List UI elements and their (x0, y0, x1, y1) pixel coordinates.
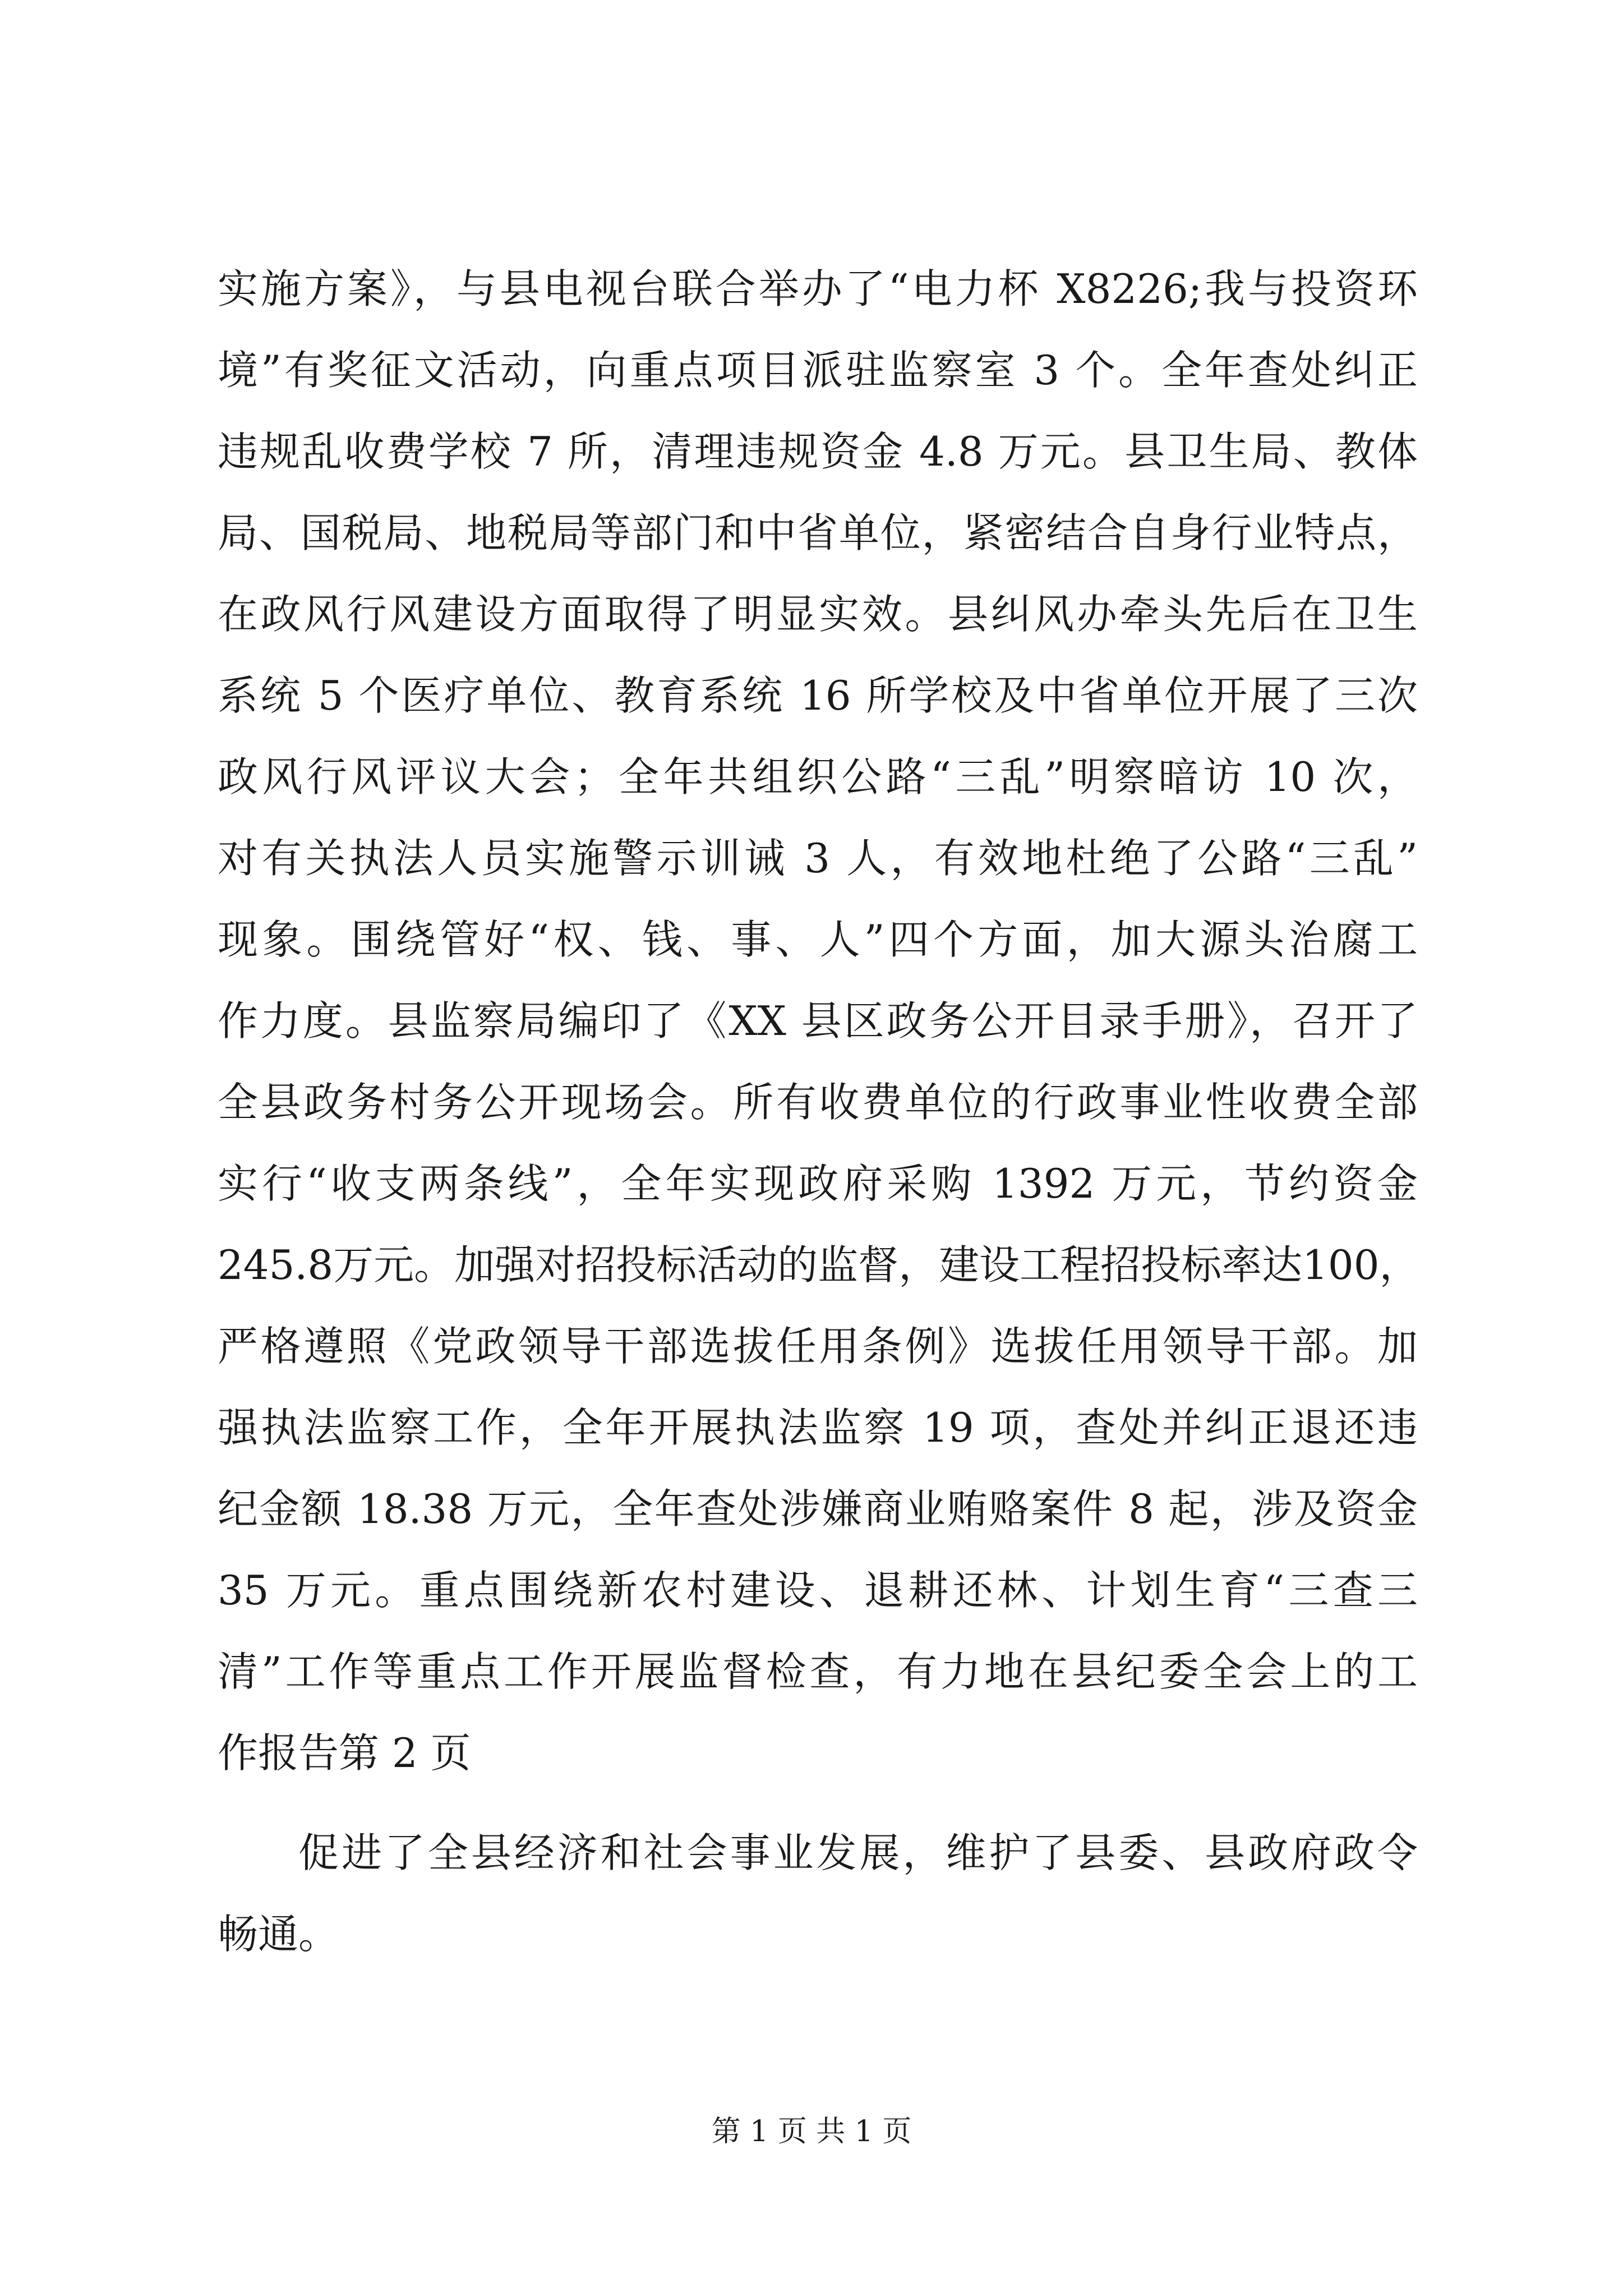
text-line: 强执法监察工作，全年开展执法监察 19 项，查处并纠正退还违 (218, 1404, 1418, 1451)
text-line: 纪金额 18.38 万元，全年查处涉嫌商业贿赂案件 8 起，涉及资金 (218, 1485, 1418, 1533)
text-line: 作报告第 2 页 (218, 1729, 471, 1777)
text-line: 作力度。县监察局编印了《XX 县区政务公开目录手册》，召开了 (218, 997, 1418, 1045)
text-line: 局、国税局、地税局等部门和中省单位，紧密结合自身行业特点， (218, 509, 1418, 556)
text-line: 违规乱收费学校 7 所，清理违规资金 4.8 万元。县卫生局、教体 (218, 428, 1418, 475)
text-line: 现象。围绕管好“权、钱、事、人”四个方面，加大源头治腐工 (218, 916, 1418, 963)
text-line: 35 万元。重点围绕新农村建设、退耕还林、计划生育“三查三 (218, 1567, 1418, 1614)
text-line: 对有关执法人员实施警示训诫 3 人，有效地杜绝了公路“三乱” (218, 835, 1418, 882)
paragraph-line: 促进了全县经济和社会事业发展，维护了县委、县政府政令 (298, 1829, 1418, 1876)
paragraph-line: 畅通。 (218, 1911, 339, 1958)
text-line: 清”工作等重点工作开展监督检查，有力地在县纪委全会上的工 (218, 1648, 1418, 1695)
text-line: 在政风行风建设方面取得了明显实效。县纠风办牵头先后在卫生 (218, 591, 1418, 638)
text-line: 实行“收支两条线”，全年实现政府采购 1392 万元，节约资金 (218, 1160, 1418, 1207)
text-line: 政风行风评议大会；全年共组织公路“三乱”明察暗访 10 次， (218, 753, 1418, 800)
text-line: 实施方案》，与县电视台联合举办了“电力杯 X8226;我与投资环 (218, 265, 1418, 312)
text-line: 245.8万元。加强对招投标活动的监督，建设工程招投标率达100， (218, 1241, 1420, 1289)
page-footer: 第 1 页 共 1 页 (711, 2115, 912, 2148)
text-line: 系统 5 个医疗单位、教育系统 16 所学校及中省单位开展了三次 (218, 672, 1418, 719)
text-line: 严格遵照《党政领导干部选拔任用条例》选拔任用领导干部。加 (218, 1323, 1418, 1370)
text-line: 全县政务村务公开现场会。所有收费单位的行政事业性收费全部 (218, 1079, 1418, 1126)
text-line: 境”有奖征文活动，向重点项目派驻监察室 3 个。全年查处纠正 (218, 347, 1418, 394)
